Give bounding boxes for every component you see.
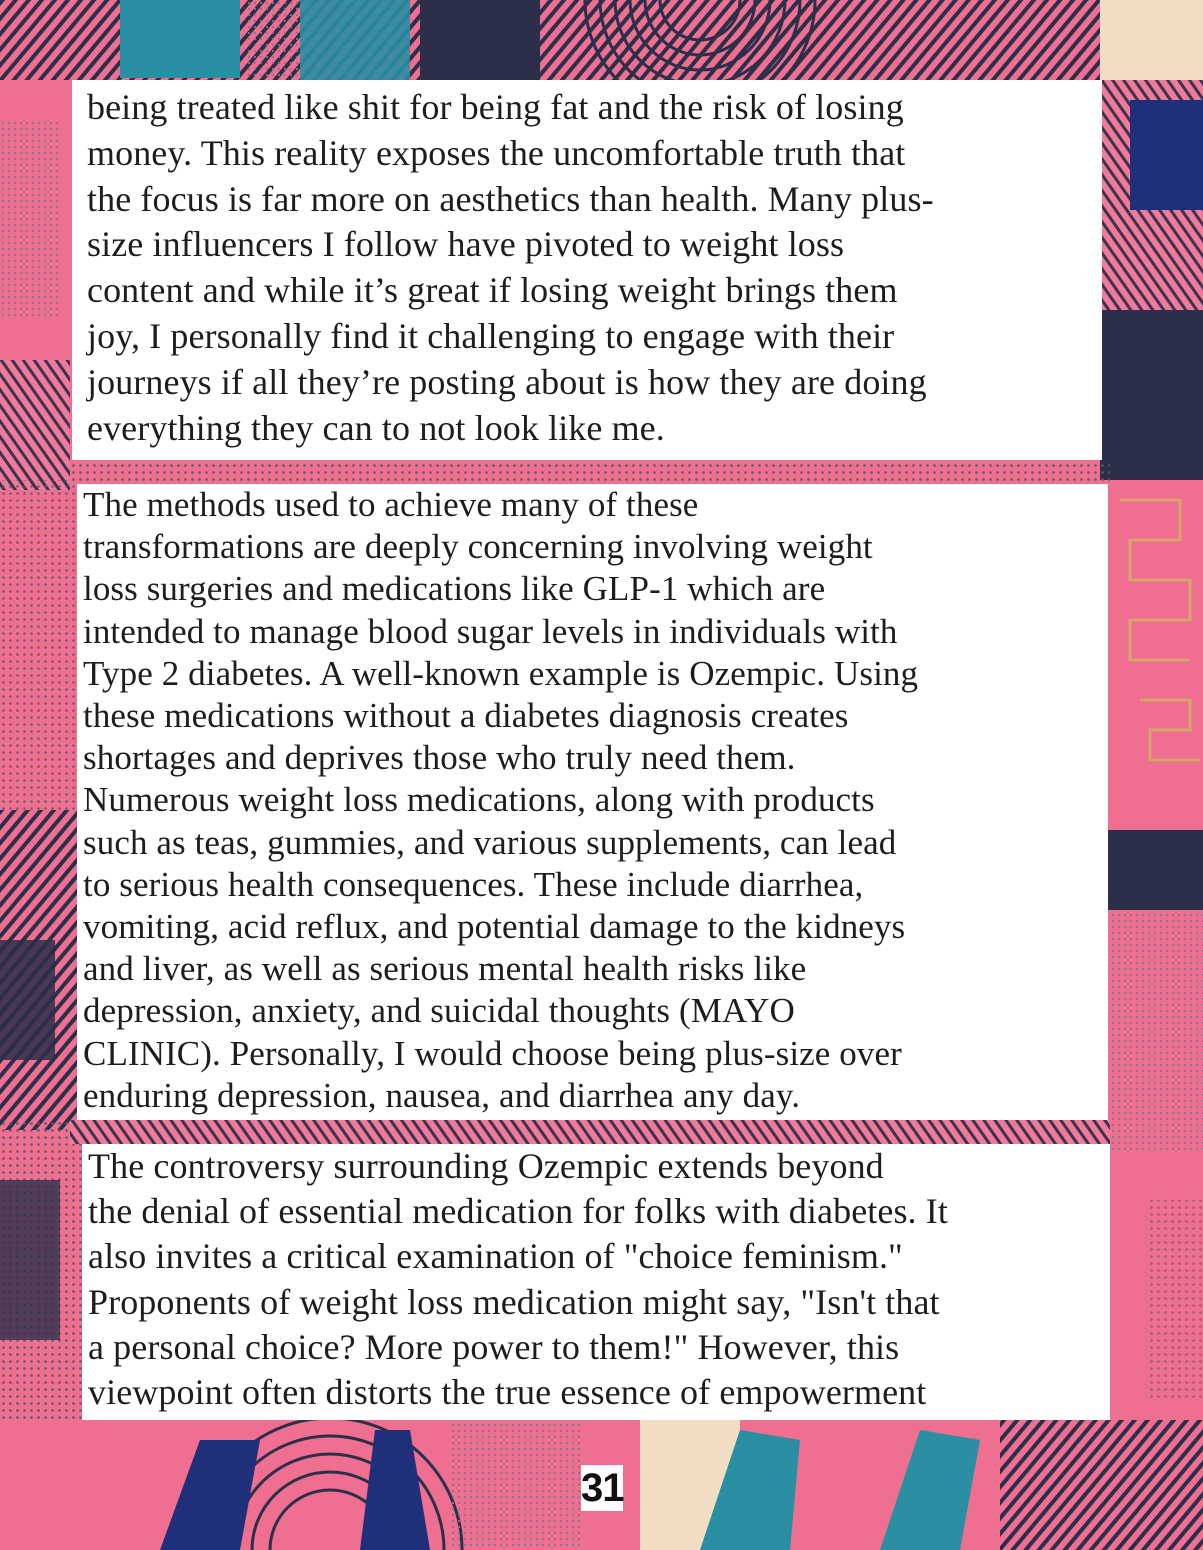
paragraph-2: The methods used to achieve many of these transformations are deeply concerning involving weight loss surgeries and medications like GLP-1 which are intended to manage blood sugar levels in individuals with Type 2 diabetes. A well-known example is Ozempic. Using these medications without a diabetes diagnosis creates shortages and deprives those who truly need them. Numerous weight loss medications, along with products such as teas, gummies, and various supplements, can lead to serious health consequences. These include diarrhea, vomiting, acid reflux, and potential damage to the kidneys and liver, as well as serious mental health risks like depression, anxiety, and suicidal thoughts (MAYO CLINIC). Personally, I would choose being plus-size over enduring depression, nausea, and diarrhea any day. [77, 484, 1108, 1120]
paragraph-1: being treated like shit for being fat and the risk of losing money. This reality exposes the uncomfortable truth that the focus is far more on aesthetics than health. Many plus- size influencers I follow have pivoted to weight loss content and while it’s great if losing weight brings them joy, I personally find it challenging to engage with their journeys if all they’re posting about is how they are doing everything they can to not look like me. [72, 80, 1102, 460]
gap-texture-1 [70, 460, 1110, 484]
paragraph-3: The controversy surrounding Ozempic extends beyond the denial of essential medication for folks with diabetes. It also invites a critical examination of "choice feminism." Proponents of weight loss medication might say, "Isn't that a personal choice? More power to them!" However, this viewpoint often distorts the true essence of empowerment [82, 1144, 1110, 1420]
right-collage [1100, 80, 1203, 1420]
gap-texture-2 [70, 1120, 1110, 1144]
page-number: 31 [581, 1466, 624, 1510]
